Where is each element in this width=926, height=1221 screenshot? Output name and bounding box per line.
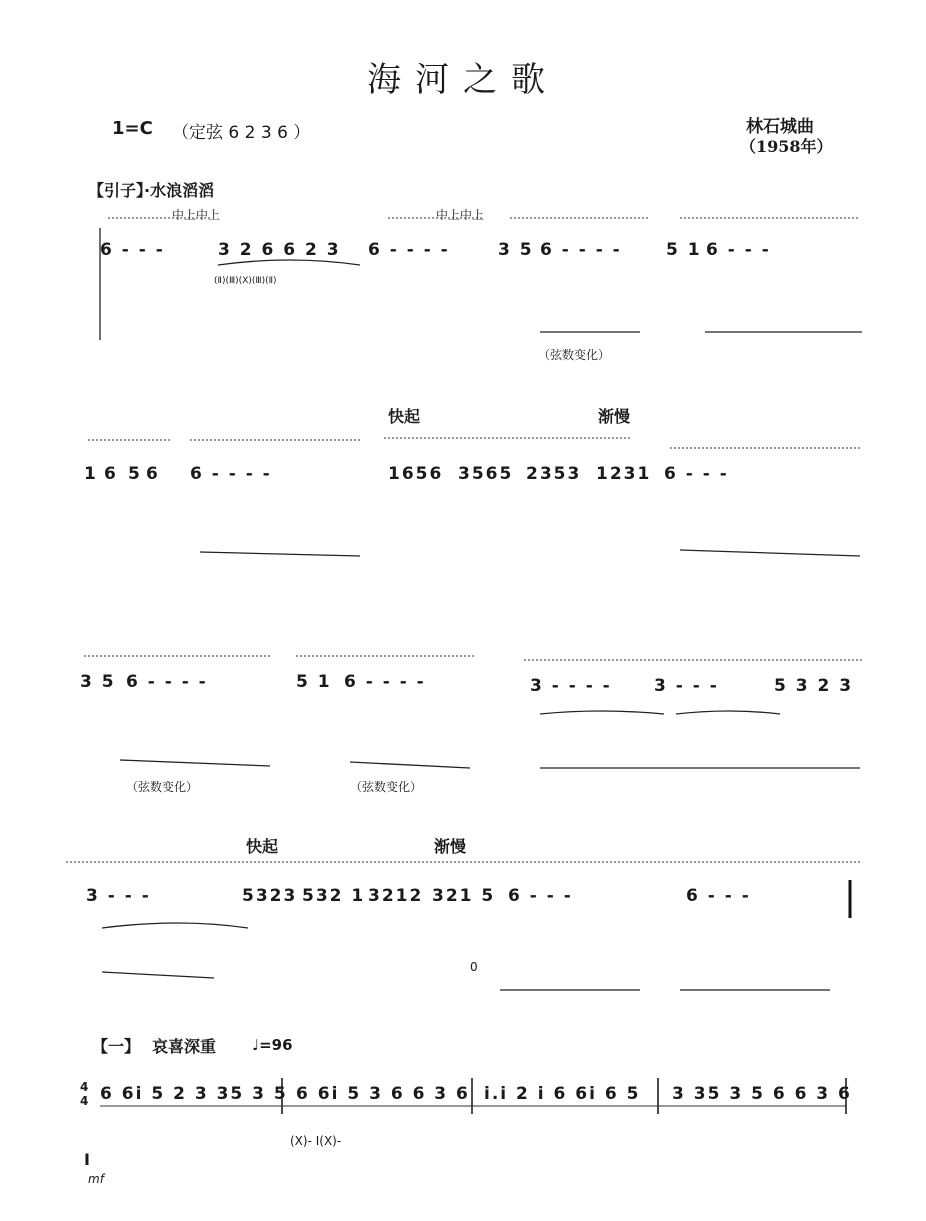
line3-note-3: 5 1 — [296, 672, 332, 692]
string-change-2: （弦数变化） — [126, 780, 199, 794]
bar-1: 6 6i 5 2 3 35 3 5 — [100, 1084, 288, 1104]
line1-note-6: 5 1 — [666, 240, 702, 260]
line3-note-6: 3 - - - — [654, 676, 719, 696]
dynamic-marking: mf — [88, 1172, 104, 1186]
top-mark-1: 中上中上 — [172, 208, 221, 222]
line4-note-7: 6 - - - — [686, 886, 751, 906]
line3-note-7: 5 3 2 3 — [774, 676, 854, 696]
line1-note-5: 6 - - - - — [540, 240, 622, 260]
bar-2: 6 6i 5 3 6 6 3 6 — [296, 1084, 470, 1104]
line1-note-2: 3 2 6 6 2 3 — [218, 240, 341, 260]
section1-title: 哀喜深重 — [152, 1037, 217, 1056]
line4-run-4: 321 5 — [432, 886, 496, 906]
tempo-slow-1: 渐慢 — [598, 407, 631, 426]
fast-run-1: 1656 — [388, 464, 444, 484]
line1-note-1: 6 - - - — [100, 240, 165, 260]
piece-title: 海河之歌 — [367, 60, 559, 100]
line4-note-6: 6 - - - — [508, 886, 573, 906]
line3-note-1: 3 5 — [80, 672, 116, 692]
line2-note-2: 6 — [104, 464, 118, 484]
line2-end-note: 6 - - - — [664, 464, 729, 484]
composer: 林石城曲 — [746, 117, 814, 137]
line3-note-5: 3 - - - - — [530, 676, 612, 696]
line4-run-2: 532 1 — [302, 886, 366, 906]
string-change-3: （弦数变化） — [350, 780, 423, 794]
line3-note-4: 6 - - - - — [344, 672, 426, 692]
line1-note-3: 6 - - - - — [368, 240, 450, 260]
zero-mark: 0 — [470, 960, 478, 974]
fast-run-3: 2353 — [526, 464, 582, 484]
line4-run-3: 3212 — [368, 886, 424, 906]
section1-label: 【一】 — [92, 1037, 141, 1056]
line1-note-4: 3 5 — [498, 240, 534, 260]
composition-year: （1958年） — [740, 137, 833, 156]
bar-4: 3 35 3 5 6 6 3 6 — [672, 1084, 852, 1104]
tempo-fast-2: 快起 — [246, 837, 279, 856]
line3-note-2: 6 - - - - — [126, 672, 208, 692]
tuning-label: （定弦 6 2 3 6 ） — [172, 123, 311, 143]
line2-note-3: 5 — [128, 464, 142, 484]
key-signature: 1=C — [112, 118, 153, 139]
time-sig-bottom: 4 — [80, 1094, 89, 1108]
position-mark: I — [84, 1150, 90, 1169]
fast-run-2: 3565 — [458, 464, 514, 484]
section1-fingering: (X)- I(X)- — [290, 1134, 342, 1148]
line2-note-1: 1 — [84, 464, 98, 484]
tempo-slow-2: 渐慢 — [434, 837, 467, 856]
tempo-fast-1: 快起 — [388, 407, 421, 426]
line4-run-1: 5323 — [242, 886, 298, 906]
bar-3: i.i 2 i 6 6i 6 5 — [484, 1084, 641, 1104]
line4-note-1: 3 - - - — [86, 886, 151, 906]
line2-note-4: 6 — [146, 464, 160, 484]
top-mark-2: 中上中上 — [436, 208, 485, 222]
line1-note-7: 6 - - - — [706, 240, 771, 260]
section1-tempo: ♩=96 — [252, 1036, 293, 1054]
fast-run-4: 1231 — [596, 464, 652, 484]
string-change-1: （弦数变化） — [538, 348, 611, 362]
intro-label: 【引子】·水浪滔滔 — [88, 181, 215, 200]
line2-held-note: 6 - - - - — [190, 464, 272, 484]
line1-fingering: (Ⅱ)(Ⅲ)(X)(Ⅲ)(Ⅱ) — [214, 276, 277, 286]
time-sig-top: 4 — [80, 1080, 89, 1094]
